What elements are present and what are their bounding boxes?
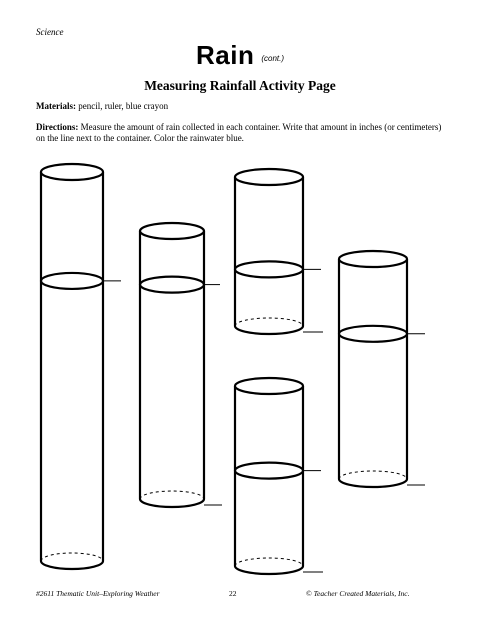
container-base-front [339,479,407,487]
water-surface [140,277,204,293]
materials-label: Materials: [36,101,76,111]
container-base-back [339,471,407,479]
title-main: Rain [195,40,255,70]
container-base-back [41,553,103,561]
title-suffix: (cont.) [261,54,284,63]
container-base-front [235,326,303,334]
containers-group [41,164,425,574]
directions-label: Directions: [36,122,79,132]
container-rim [235,378,303,394]
container-5 [339,251,425,487]
container-1 [41,164,121,569]
container-rim [339,251,407,267]
container-4 [235,378,323,574]
water-surface [339,326,407,342]
materials-text: pencil, ruler, blue crayon [78,101,169,111]
subject-label: Science [36,27,64,37]
container-2 [140,223,222,507]
container-base-front [140,499,204,507]
container-base-back [140,491,204,499]
container-base-front [41,561,103,569]
footer-right: © Teacher Created Materials, Inc. [306,589,410,598]
container-rim [41,164,103,180]
directions-text: Measure the amount of rain collected in each container. Write that amount in inches (or centimeters) on the line next to the container. Color the rainwater blue. [36,122,442,143]
footer-page-number: 22 [229,589,237,598]
water-surface [235,463,303,479]
container-base-back [235,558,303,566]
container-rim [140,223,204,239]
container-3 [235,169,323,334]
footer-left: #2611 Thematic Unit–Exploring Weather [36,589,160,598]
container-base-front [235,566,303,574]
container-base-back [235,318,303,326]
page-subtitle: Measuring Rainfall Activity Page [144,78,336,93]
container-rim [235,169,303,185]
water-surface [235,261,303,277]
water-surface [41,273,103,289]
